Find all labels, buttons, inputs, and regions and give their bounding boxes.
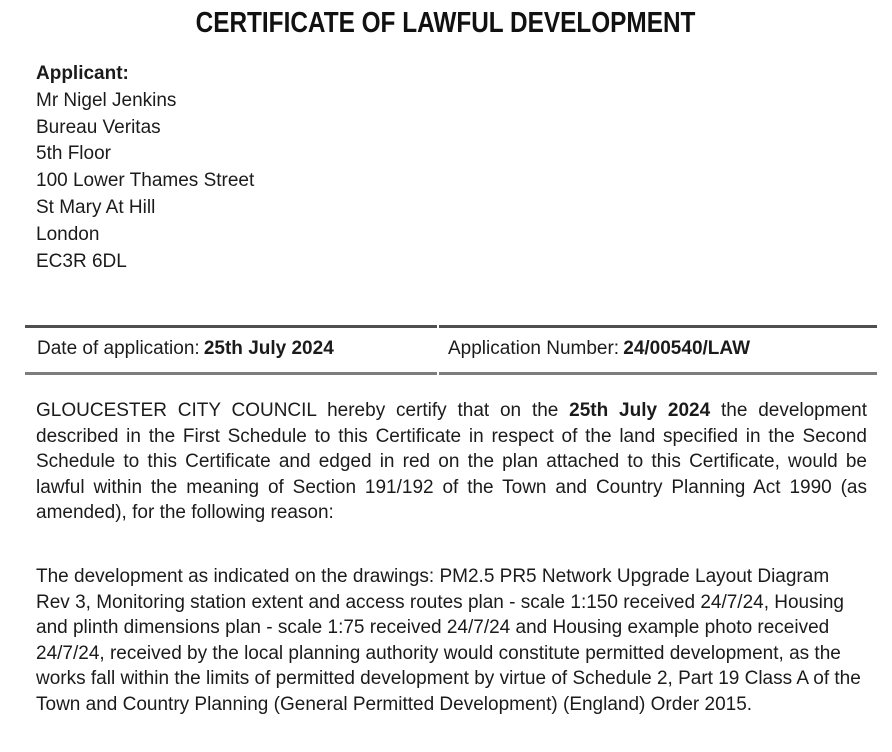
- date-of-application-value: 25th July 2024: [203, 338, 334, 359]
- applicant-address-line: 100 Lower Thames Street: [36, 170, 255, 192]
- page-title-row: [0, 7, 892, 40]
- date-of-application-cell: [25, 325, 437, 375]
- application-number-label: Application Number:: [448, 338, 620, 359]
- applicant-name: Mr Nigel Jenkins: [36, 89, 177, 111]
- applicant-address-line: London: [36, 223, 100, 245]
- certification-text-after-date: the development described in the First Schedule to this Certificate in respect of the land specified in the Second Schedule to this Certificate and edged in red on the plan attached to this Certificate, would be lawful within the meaning of Section 191/192 of the Town and Country Planning Act 1990 (as amended), for the following reason:: [36, 400, 867, 523]
- applicant-postcode: EC3R 6DL: [36, 250, 127, 272]
- application-number-cell: [439, 325, 877, 375]
- applicant-company: Bureau Veritas: [36, 116, 161, 138]
- applicant-address-line: St Mary At Hill: [36, 196, 156, 218]
- applicant-block: [36, 61, 254, 275]
- page-title: CERTIFICATE OF LAWFUL DEVELOPMENT: [196, 7, 696, 39]
- certification-text-before-date: GLOUCESTER CITY COUNCIL hereby certify that on the: [36, 400, 570, 421]
- reason-paragraph: The development as indicated on the drawings: PM2.5 PR5 Network Upgrade Layout Diagram Rev 3, Monitoring station extent and access routes plan - scale 1:150 received 24/7/24, Housing and plinth dimensions plan - scale 1:75 received 24/7/24 and Housing example photo received 24/7/24, received by the local planning authority would constitute permitted development, as the works fall within the limits of permitted development by virtue of Schedule 2, Part 19 Class A of the Town and Country Planning (General Permitted Development) (England) Order 2015.: [36, 566, 861, 715]
- application-meta-table: [25, 325, 877, 375]
- certification-date-bold: 25th July 2024: [569, 400, 711, 421]
- date-of-application-label: Date of application:: [37, 338, 200, 359]
- applicant-label: Applicant:: [36, 63, 129, 84]
- application-number-value: 24/00540/LAW: [623, 338, 751, 359]
- certification-paragraph: [36, 398, 867, 526]
- applicant-address-line: 5th Floor: [36, 143, 111, 165]
